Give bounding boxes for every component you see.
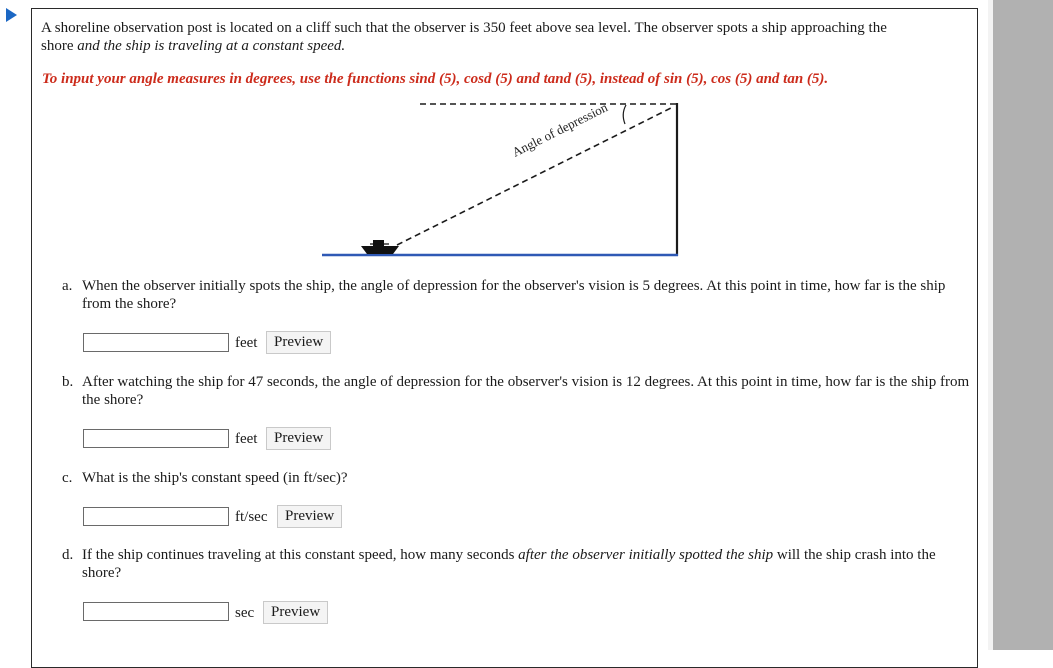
- intro-line-2: shore: [41, 38, 78, 54]
- angle-of-depression-label: Angle of depression: [509, 99, 610, 160]
- intro-line-1: A shoreline observation post is located on a cliff such that the observer is 350 feet above sea level. The observer spots a ship approaching the: [41, 20, 887, 36]
- input-instructions-note: To input your angle measures in degrees, use the functions sind (5), cosd (5) and tand (5), instead of sin (5), cos (5) and tan (5).: [42, 71, 829, 87]
- answer-b-unit: feet: [235, 431, 258, 447]
- preview-c-button[interactable]: Preview: [277, 505, 342, 528]
- intro-line-2-italic: and the ship is traveling at a constant speed.: [77, 38, 346, 54]
- question-c: [62, 469, 972, 487]
- answer-a-input[interactable]: [83, 333, 229, 352]
- question-text-start: If the ship continues traveling at this constant speed, how many seconds: [82, 547, 519, 563]
- question-letter: c.: [62, 470, 73, 486]
- question-text: What is the ship's constant speed (in ft/sec)?: [82, 470, 348, 486]
- answer-b-input[interactable]: [83, 429, 229, 448]
- answer-c-input[interactable]: [83, 507, 229, 526]
- ship-icon: [361, 240, 399, 254]
- question-letter: a.: [62, 278, 73, 294]
- line-of-sight: [397, 107, 673, 245]
- question-a: [62, 277, 972, 313]
- question-text: [82, 546, 972, 582]
- answer-a-unit: feet: [235, 335, 258, 351]
- question-letter: b.: [62, 374, 74, 390]
- question-letter: d.: [62, 547, 74, 563]
- question-text: After watching the ship for 47 seconds, the angle of depression for the observer's vision is 12 degrees. At this point in time, how far is the ship from the shore?: [82, 374, 970, 408]
- answer-d-input[interactable]: [83, 602, 229, 621]
- question-text-italic: after the observer initially spotted the ship: [518, 547, 774, 563]
- question-text-end: will the ship crash into the shore?: [82, 547, 936, 581]
- angle-arc: [623, 105, 626, 124]
- answer-c-unit: ft/sec: [235, 509, 268, 525]
- answer-d-unit: sec: [235, 605, 255, 621]
- question-d: [62, 546, 972, 582]
- preview-d-button[interactable]: Preview: [263, 601, 328, 624]
- preview-b-button[interactable]: Preview: [266, 427, 331, 450]
- question-text: When the observer initially spots the ship, the angle of depression for the observer's vision is 5 degrees. At this point in time, how far is the ship from the shore?: [82, 278, 946, 312]
- preview-a-button[interactable]: Preview: [266, 331, 331, 354]
- question-b: [62, 373, 972, 409]
